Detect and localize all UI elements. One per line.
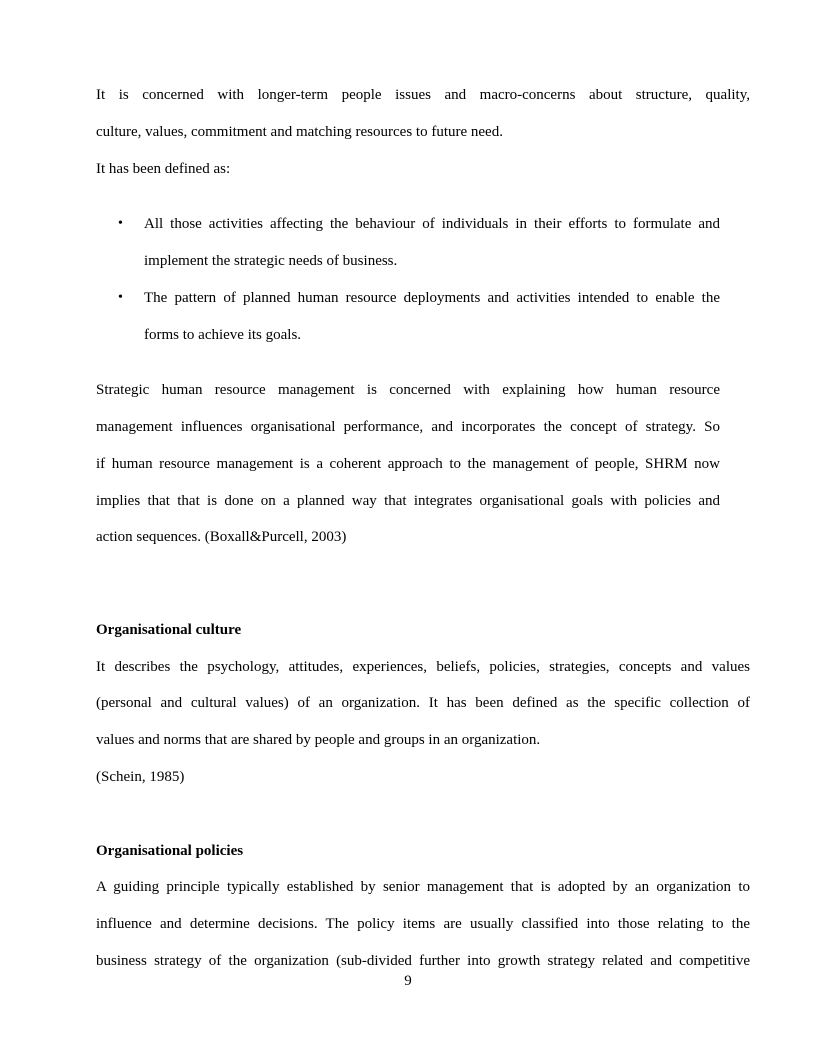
bullet-2-line-2: forms to achieve its goals. bbox=[144, 327, 302, 343]
bullet-1-line-2: implement the strategic needs of business. bbox=[144, 253, 398, 269]
bullet-marker-1: • bbox=[118, 216, 123, 231]
policies-line-1: A guiding principle typically established by senior management that is adopted by an organization to bbox=[96, 879, 750, 895]
culture-heading: Organisational culture bbox=[96, 622, 242, 638]
shrm-line-3: if human resource management is a coherent approach to the management of people, SHRM now bbox=[96, 456, 720, 472]
intro-line-2: culture, values, commitment and matching resources to future need. bbox=[96, 124, 503, 140]
culture-line-1: It describes the psychology, attitudes, experiences, beliefs, policies, strategies, concepts and values bbox=[96, 659, 750, 675]
policies-heading: Organisational policies bbox=[96, 843, 244, 859]
bullet-1-line-1: All those activities affecting the behaviour of individuals in their efforts to formulate and bbox=[144, 216, 720, 232]
culture-citation: (Schein, 1985) bbox=[96, 769, 185, 785]
bullet-marker-2: • bbox=[118, 290, 123, 305]
policies-line-3: business strategy of the organization (sub-divided further into growth strategy related and competitive bbox=[96, 953, 750, 969]
page-number: 9 bbox=[404, 973, 412, 989]
culture-line-3: values and norms that are shared by people and groups in an organization. bbox=[96, 732, 541, 748]
bullet-2-line-1: The pattern of planned human resource deployments and activities intended to enable the bbox=[144, 290, 720, 306]
intro-line-3: It has been defined as: bbox=[96, 161, 231, 177]
intro-line-1: It is concerned with longer-term people issues and macro-concerns about structure, quality, bbox=[96, 87, 750, 103]
shrm-line-2: management influences organisational performance, and incorporates the concept of strategy. So bbox=[96, 419, 720, 435]
shrm-line-1: Strategic human resource management is concerned with explaining how human resource bbox=[96, 382, 720, 398]
shrm-line-4: implies that that is done on a planned way that integrates organisational goals with policies and bbox=[96, 493, 720, 509]
policies-line-2: influence and determine decisions. The policy items are usually classified into those relating to the bbox=[96, 916, 750, 932]
culture-line-2: (personal and cultural values) of an organization. It has been defined as the specific collection of bbox=[96, 695, 750, 711]
shrm-line-5: action sequences. (Boxall&Purcell, 2003) bbox=[96, 529, 347, 545]
